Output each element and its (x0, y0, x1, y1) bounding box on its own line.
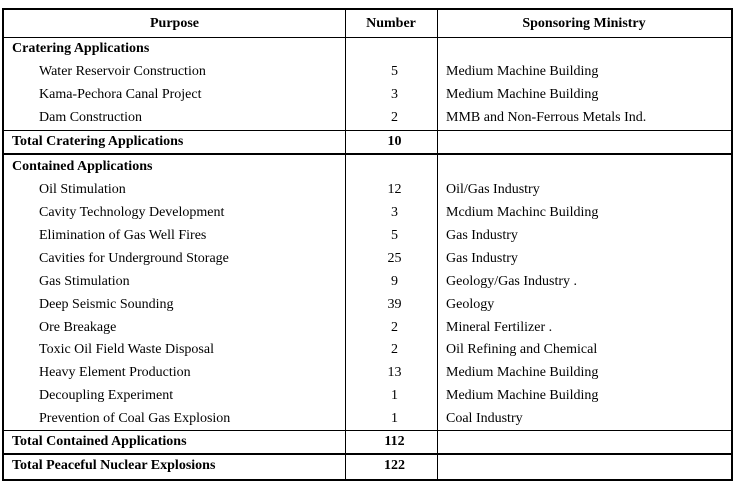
table-row-ministry: Mineral Fertilizer . (446, 320, 553, 335)
table-row-ministry: Oil/Gas Industry (446, 182, 540, 197)
table-row-number: 5 (391, 228, 398, 243)
table-row-number: 1 (391, 411, 398, 426)
table-row-ministry: MMB and Non-Ferrous Metals Ind. (446, 110, 647, 125)
table-row-number: 1 (391, 388, 398, 403)
table-row-purpose: Gas Stimulation (39, 274, 130, 289)
table-row-ministry: Medium Machine Building (446, 87, 599, 102)
table-row-number: 3 (391, 205, 398, 220)
table-row-ministry: Medium Machine Building (446, 365, 599, 380)
pne-table (2, 8, 733, 481)
table-row-number: 9 (391, 274, 398, 289)
table-row-ministry: Geology/Gas Industry . (446, 274, 578, 289)
table-row-purpose: Water Reservoir Construction (39, 64, 206, 79)
table-row-purpose: Dam Construction (39, 110, 143, 125)
table-row-number: 13 (387, 365, 402, 380)
table-row-number: 12 (387, 182, 402, 197)
table-row-purpose: Cavities for Underground Storage (39, 251, 229, 266)
header-number: Number (366, 16, 416, 31)
section-title-cratering: Cratering Applications (12, 41, 150, 56)
table-row-purpose: Ore Breakage (39, 320, 117, 335)
table-row-number: 3 (391, 87, 398, 102)
total-contained-label: Total Contained Applications (12, 434, 187, 449)
header-ministry: Sponsoring Ministry (522, 16, 646, 31)
table-row-ministry: Coal Industry (446, 411, 523, 426)
table-row-number: 39 (387, 297, 402, 312)
column-divider-1 (345, 10, 346, 479)
table-row-ministry: Medium Machine Building (446, 64, 599, 79)
table-row-ministry: Medium Machine Building (446, 388, 599, 403)
table-row-ministry: Geology (446, 297, 495, 312)
table-row-number: 2 (391, 110, 398, 125)
table-row-purpose: Cavity Technology Development (39, 205, 225, 220)
total-cratering-bottom-rule (4, 153, 731, 155)
total-cratering-number: 10 (387, 134, 402, 149)
table-row-ministry: Gas Industry (446, 251, 518, 266)
total-cratering-label: Total Cratering Applications (12, 134, 184, 149)
header-purpose: Purpose (150, 16, 199, 31)
table-row-purpose: Oil Stimulation (39, 182, 126, 197)
table-row-number: 2 (391, 342, 398, 357)
table-row-ministry: Mcdium Machinc Building (446, 205, 599, 220)
grand-total-number: 122 (384, 458, 405, 473)
table-row-ministry: Gas Industry (446, 228, 518, 243)
table-row-ministry: Oil Refining and Chemical (446, 342, 598, 357)
table-row-purpose: Toxic Oil Field Waste Disposal (39, 342, 214, 357)
table-row-purpose: Heavy Element Production (39, 365, 191, 380)
total-contained-number: 112 (384, 434, 405, 449)
table-row-purpose: Prevention of Coal Gas Explosion (39, 411, 231, 426)
table-row-purpose: Kama-Pechora Canal Project (39, 87, 202, 102)
table-row-number: 2 (391, 320, 398, 335)
table-row-number: 25 (387, 251, 402, 266)
table-row-purpose: Decoupling Experiment (39, 388, 174, 403)
table-row-purpose: Deep Seismic Sounding (39, 297, 174, 312)
table-row-number: 5 (391, 64, 398, 79)
section-title-contained: Contained Applications (12, 159, 153, 174)
grand-total-label: Total Peaceful Nuclear Explosions (12, 458, 216, 473)
table-row-purpose: Elimination of Gas Well Fires (39, 228, 207, 243)
